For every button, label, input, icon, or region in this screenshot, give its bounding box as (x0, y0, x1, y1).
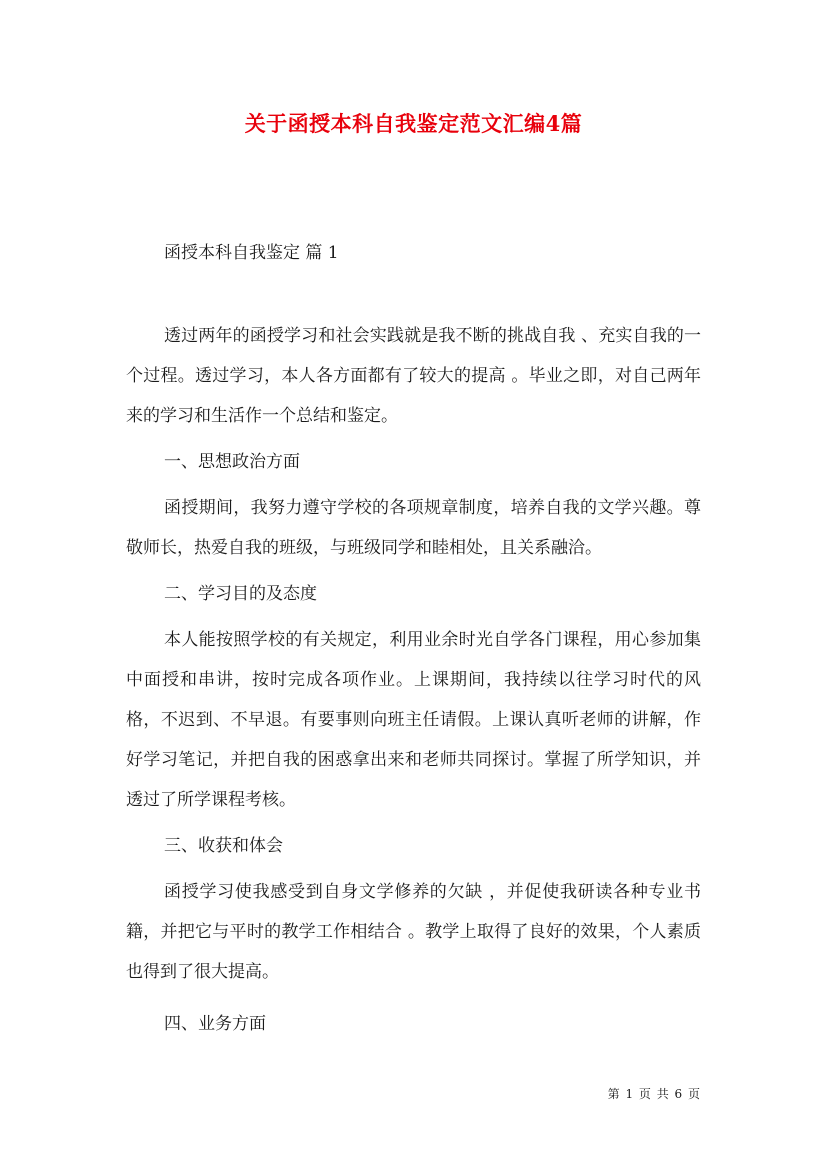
heading-business: 四、业务方面 (164, 1014, 266, 1034)
page-number: 第 1 页 共 6 页 (607, 1087, 701, 1101)
heading-politics: 一、思想政治方面 (164, 452, 300, 472)
paragraph-politics: 函授期间，我努力遵守学校的各项规章制度，培养自我的文学兴趣。尊敬师长，热爱自我的班级，与班级同学和睦相处，且关系融洽。 (126, 498, 701, 558)
paragraph-study-attitude: 本人能按照学校的有关规定，利用业余时光自学各门课程，用心参加集中面授和串讲，按时完成各项作业。上课期间，我持续以往学习时代的风格，不迟到、不早退。有要事则向班主任请假。上课认真听老师的讲解，作好学习笔记，并把自我的困惑拿出来和老师共同探讨。掌握了所学知识，并透过了所学课程考核。 (126, 630, 701, 810)
document-body (126, 236, 701, 1050)
section-title: 函授本科自我鉴定 篇 1 (164, 243, 339, 263)
paragraph-gains: 函授学习使我感受到自身文学修养的欠缺 ，并促使我研读各种专业书籍，并把它与平时的教学工作相结合 。教学上取得了良好的效果，个人素质也得到了很大提高。 (126, 882, 701, 982)
document-title: 关于函授本科自我鉴定范文汇编4篇 (244, 111, 583, 136)
intro-paragraph: 透过两年的函授学习和社会实践就是我不断的挑战自我 、充实自我的一个过程。透过学习，本人各方面都有了较大的提高 。毕业之即，对自己两年来的学习和生活作一个总结和鉴定。 (126, 326, 701, 426)
heading-gains: 三、收获和体会 (164, 836, 283, 856)
heading-study-attitude: 二、学习目的及态度 (164, 584, 317, 604)
